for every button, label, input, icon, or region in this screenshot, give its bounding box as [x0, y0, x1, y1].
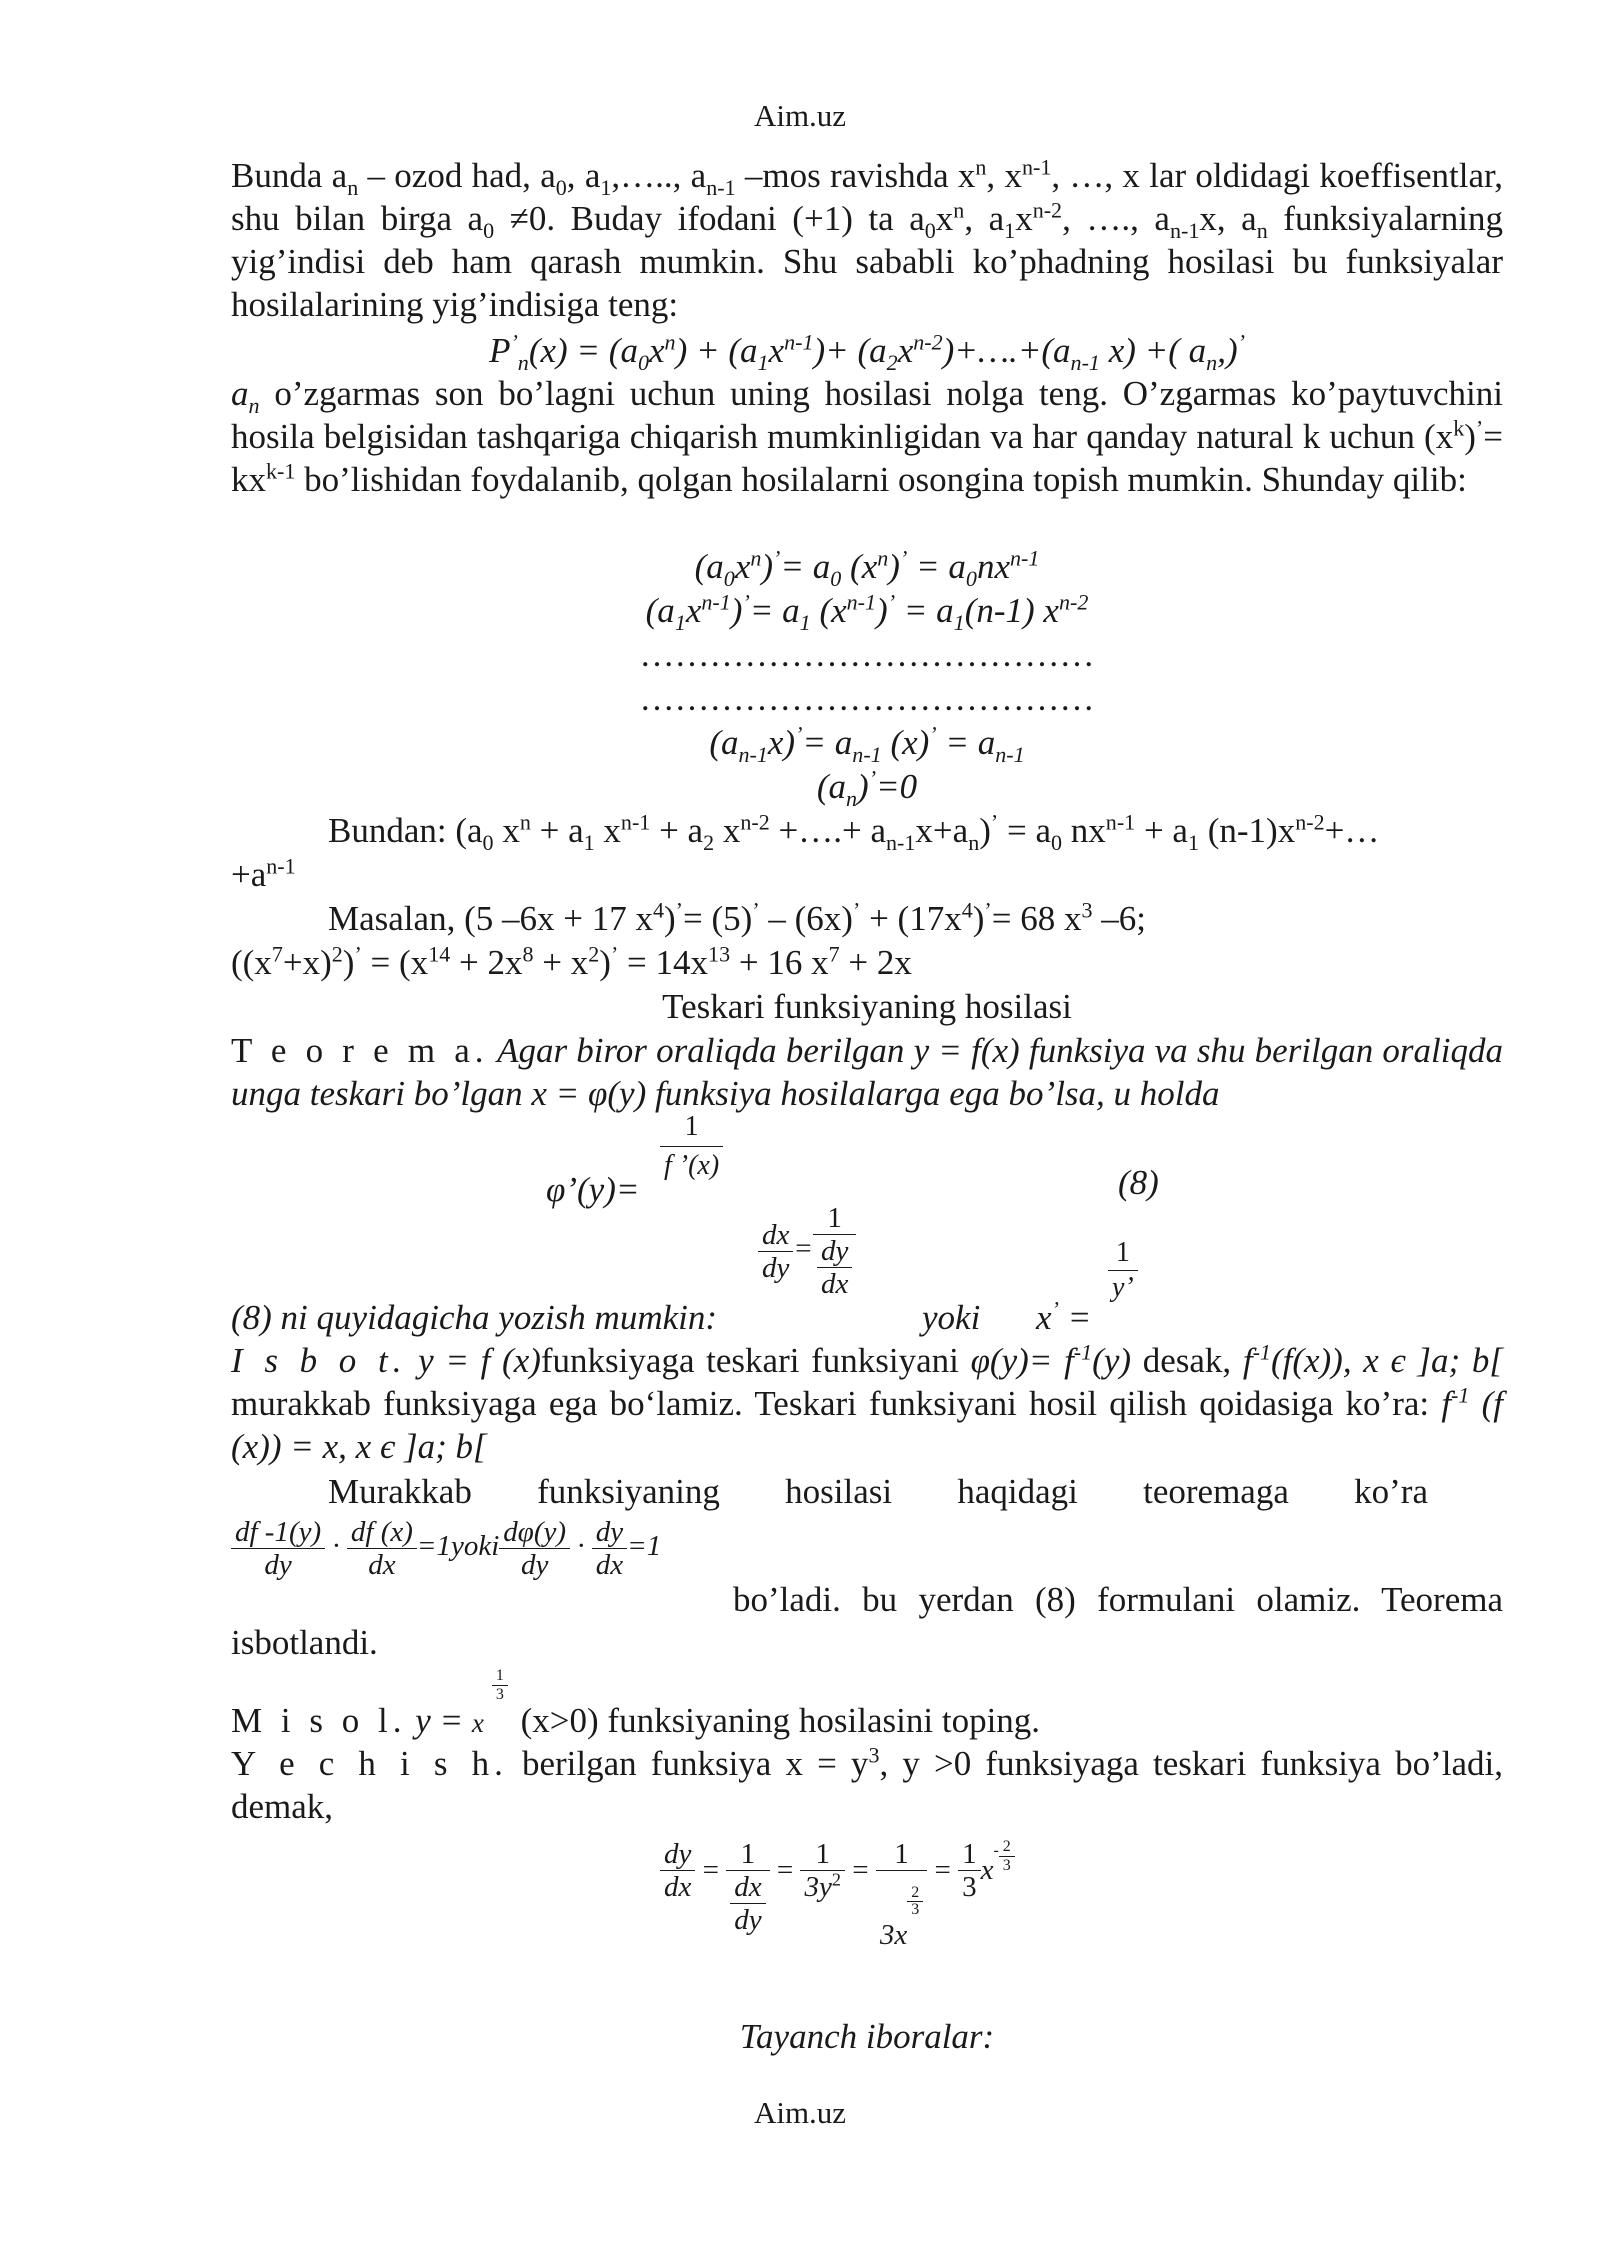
equation-term-1: $(a_1x^{n-1})^’= a_1$ $(x^{n-1})^’ = a_1(n-1)$ $x^{n-2}$ [645, 589, 1089, 635]
equation-term-n: $(a_n)^’=0$ [816, 765, 918, 811]
ellipsis-line-1: ………………………………… [639, 635, 1095, 674]
formula-8-lhs: φ’(y)= [546, 1170, 640, 1209]
proof-paragraph: I s b o t. y = f (x)funksiyaga teskari funksiyani $\varphi(y)= f^{-1}(y)$ desak, $f^{-1}(f(x))$, x є ]a; b[ murakkab funksiyaga ega bo‘lamiz. Teskari funksiyani hosil qilish qoidasiga ko’ra: $f^{-1}$ (f (x)) = x, x є ]a; b[ [231, 1339, 1503, 1466]
formula-8-tag: (8) [1118, 1163, 1159, 1202]
equation-term-n-1: $(a_{n-1}x)^’= a_{n-1}$ $(x)^’ = a_{n-1}$ [709, 721, 1025, 767]
formula-8-leibniz: $\frac{dx}{dy}$ = $\frac{1}{\frac{dy}{dx}}$ [758, 1202, 856, 1300]
final-derivation: $\frac{dy}{dx}$ = $\frac{1}{\frac{dx}{dy}}$ = $\frac{1}{3y^2}$ = 1 3x $\frac{2}{3}$ = $\frac{1}{3}$ x- $\frac{2}{3}$ [660, 1838, 1015, 1951]
page-header: Aim.uz [753, 98, 847, 133]
formula-polynomial-derivative: $P^’_n(x) = (a_0x^n) + (a_1x^{n-1})+$ $(a_2x^{n-2})+\dots.+(a_{n-1}$ x) +( $a_n,)^’$ [489, 329, 1245, 375]
example-statement: M i s o l. y = x $\frac{1}{3}$ (x>0) funksiyaning hosilasini toping. [231, 1667, 1041, 1740]
paragraph-intro: Bunda $a_n$ – ozod had, $a_0$, $a_1,\dots$.., $a_{n-1}$ –mos ravishda $x^n$, $x^{n-1}$, …, x lar oldidagi koeffisentlar, shu bilan birga $a_0 \ne 0$. Buday ifodani (+1) ta $a_0x^n$, $a_1x^{n-2}$, …., $a_{n-1}x$, $a_n$ funksiyalarning yig’indisi deb ham qarash mumkin. Shu sababli ko’phadning hosilasi bu funksiyalar hosilalarining yig’indisiga teng: [231, 154, 1503, 324]
result-line-continued: $+a^{n-1}$ [231, 853, 296, 894]
theorem-statement: T e o r e m a. Agar biror oraliqda berilgan y = f(x) funksiya va shu berilgan oraliqda unga teskari bo’lgan x = φ(y) funksiya hosilalarga ega bo’lsa, u holda [231, 1031, 1503, 1113]
key-terms-heading: Tayanch iboralar: [739, 2017, 995, 2056]
ellipsis-line-2: ………………………………… [639, 679, 1095, 718]
yoki-word: yoki [922, 1298, 981, 1337]
x-prime-expression: x’ = [1036, 1296, 1092, 1337]
formula-8-rewrite-text: (8) ni quyidagicha yozish mumkin: [231, 1298, 718, 1337]
formula-8-fraction: $\frac{1}{f ’(x)}$ [660, 1108, 723, 1185]
example-line-1: Masalan, (5 –6x + 17 $x^4)^’= (5)^’ - (6x)^’ + (17x^4)^’= 68$ $x^3$ –6; [328, 897, 1147, 938]
chain-rule-formula: $\frac{df -1(y)}{dy}$ · $\frac{df (x)}{dx}$ =1yoki $\frac{d\varphi(y)}{dy}$ · $\frac{dy}{dx}$ =1 [231, 1516, 661, 1581]
chain-rule-conclusion: bo’ladi. bu yerdan (8) formulani olamiz. Teorema isbotlandi. [231, 1580, 1503, 1662]
equation-term-0: $(a_0x^n)^’= a_0$ $(x^n)^’ = a_0nx^{n-1}$ [694, 545, 1040, 591]
x-prime-fraction: $\frac{1}{y’}$ [1108, 1236, 1138, 1305]
chain-rule-intro: Murakkab funksiyaning hosilasi haqidagi teoremaga ko’ra [328, 1472, 1428, 1511]
section-title: Teskari funksiyaning hosilasi [662, 987, 1072, 1026]
example-line-2: $((x^7+x)^2)^’ = (x^{14} + 2x^8 + x^2)^’ = 14x^{13} + 16$ $x^7 + 2x$ [231, 941, 912, 982]
page-footer: Aim.uz [753, 2095, 847, 2130]
paragraph-constant: $a_n$ o’zgarmas son bo’lagni uchun uning hosilasi nolga teng. O’zgarmas ko’paytuvchini hosila belgisidan tashqariga chiqarish mumkinligidan va har qanday natural k uchun $(x^k)^’= kx^{k-1}$ bo’lishidan foydalanib, qolgan hosilalarni osongina topish mumkin. Shunday qilib: [231, 374, 1503, 499]
solution-paragraph: Y e c h i s h. berilgan funksiya $x = y^3$, y >0 funksiyaga teskari funksiya bo’ladi, demak, [231, 1742, 1503, 1826]
result-line: Bundan: ($a_0$ $x^n + a_1$ $x^{n-1} + a_2$ $x^{n-2}$ +….+ $a_{n-1}x+a_n)^’ = a_0$ $nx^{n-1} + a_1$ $(n-1)x^{n-2}+\dots$ [328, 809, 1380, 855]
